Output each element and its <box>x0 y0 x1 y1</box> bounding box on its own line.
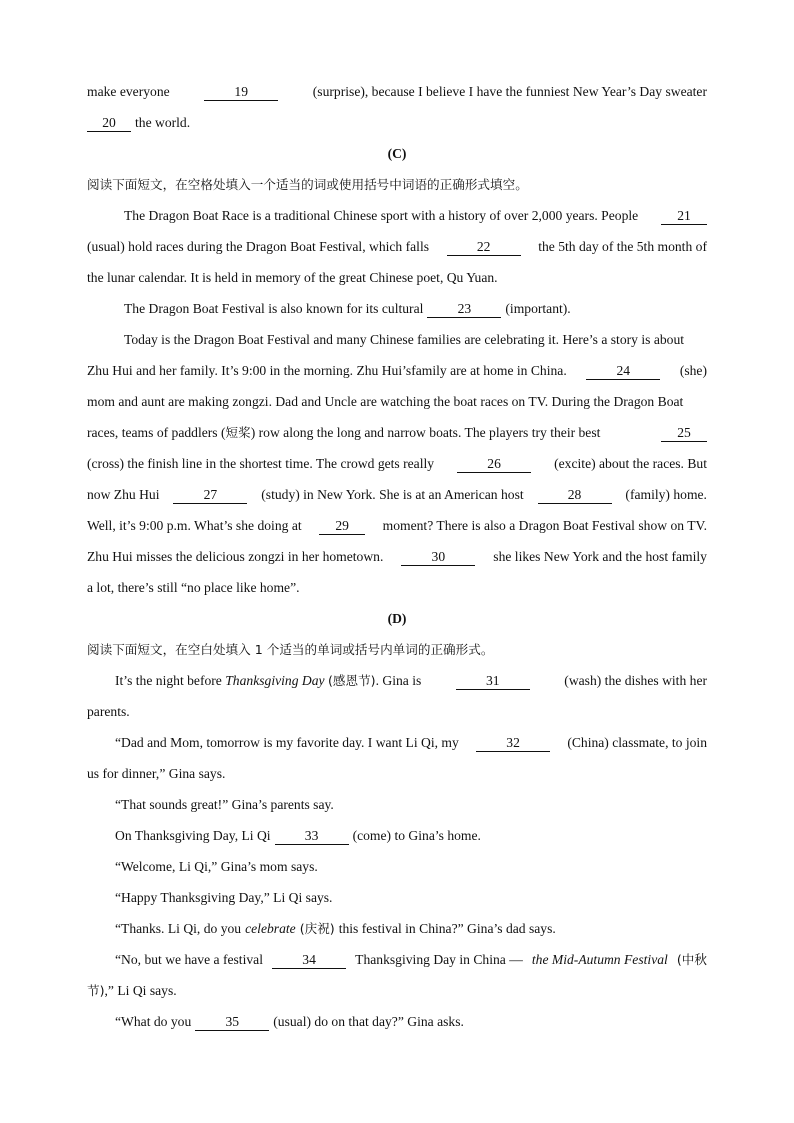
text: now Zhu Hui <box>87 487 160 502</box>
text: . Gina is <box>375 673 422 688</box>
text-group <box>115 669 421 693</box>
text: (cross) the finish line in the shortest time. The crowd gets really <box>87 456 435 471</box>
text-line <box>87 266 707 297</box>
blank-24[interactable]: 24 <box>586 363 660 380</box>
text-cn: (感恩节) <box>327 673 376 688</box>
text: “Happy Thanksgiving Day,” Li Qi says. <box>115 890 333 905</box>
text: (family) home. <box>625 487 707 502</box>
text: make everyone <box>87 84 170 99</box>
text: “That sounds great!” Gina’s parents say. <box>115 797 334 812</box>
text: she likes New York and the host family <box>493 549 707 564</box>
text: “Thanks. Li Qi, do you <box>115 921 242 936</box>
text-line <box>87 452 707 483</box>
text-line <box>87 514 707 545</box>
text-cn: 节) <box>87 983 105 998</box>
text: this festival in China?” Gina’s dad says. <box>338 921 556 936</box>
text-line <box>87 824 707 855</box>
text: On Thanksgiving Day, Li Qi <box>115 828 271 843</box>
text-italic: celebrate <box>245 921 296 936</box>
text: (usual) do on that day?” Gina asks. <box>273 1014 464 1029</box>
text: “Welcome, Li Qi,” Gina’s mom says. <box>115 859 318 874</box>
text-line <box>87 545 707 576</box>
text-line <box>87 979 707 1010</box>
text: Zhu Hui misses the delicious zongzi in her hometown. <box>87 549 384 564</box>
blank-27[interactable]: 27 <box>173 487 247 504</box>
blank-28[interactable]: 28 <box>538 487 612 504</box>
instruction-c: 阅读下面短文，在空格处填入一个适当的词或使用括号中词语的正确形式填空。 <box>87 177 528 192</box>
text: mom and aunt are making zongzi. Dad and Uncle are watching the boat races on TV. During the Dragon Boat <box>87 394 684 409</box>
text-line <box>87 235 707 266</box>
text: “Dad and Mom, tomorrow is my favorite day. I want Li Qi, my <box>115 735 459 750</box>
text-group <box>87 421 600 445</box>
blank-23[interactable]: 23 <box>427 301 501 318</box>
section-heading-c: (C) <box>387 146 407 161</box>
section-heading-d: (D) <box>387 611 407 626</box>
text: the 5th day of the 5th month of <box>538 239 707 254</box>
text-line <box>87 1010 707 1041</box>
text-cn: (庆祝) <box>299 921 335 936</box>
text: a lot, there’s still “no place like home”. <box>87 580 300 595</box>
text-line <box>87 111 707 142</box>
text: The Dragon Boat Festival is also known for its cultural <box>124 301 424 316</box>
text-italic: the Mid-Autumn Festival <box>531 952 668 967</box>
text-line <box>87 80 707 111</box>
text: Today is the Dragon Boat Festival and many Chinese families are celebrating it. Here’s a story is about <box>124 332 685 347</box>
blank-32[interactable]: 32 <box>476 735 550 752</box>
text-line <box>87 390 707 421</box>
text-line <box>87 483 707 514</box>
text-cn: 短桨 <box>225 425 251 440</box>
blank-31[interactable]: 31 <box>456 673 530 690</box>
text: moment? There is also a Dragon Boat Festival show on TV. <box>382 518 707 533</box>
text: (she) <box>679 363 707 378</box>
text: “No, but we have a festival <box>115 952 263 967</box>
blank-34[interactable]: 34 <box>272 952 346 969</box>
text-line <box>87 762 707 793</box>
instruction-d: 阅读下面短文，在空白处填入 1 个适当的单词或括号内单词的正确形式。 <box>87 642 494 657</box>
blank-21[interactable]: 21 <box>661 208 707 225</box>
text: (come) to Gina’s home. <box>352 828 481 843</box>
text-line <box>87 421 707 452</box>
text: ) row along the long and narrow boats. The players try their best <box>250 425 601 440</box>
text: (wash) the dishes with her <box>564 673 707 688</box>
text-group <box>87 979 177 1003</box>
blank-19[interactable]: 19 <box>204 84 278 101</box>
text: (China) classmate, to join <box>567 735 707 750</box>
text-line <box>87 948 707 979</box>
text: (excite) about the races. But <box>554 456 707 471</box>
text: It’s the night before <box>115 673 222 688</box>
text: The Dragon Boat Race is a traditional Chinese sport with a history of over 2,000 years. People <box>124 208 639 223</box>
text-line <box>87 886 707 917</box>
text: the world. <box>135 115 191 130</box>
blank-20[interactable]: 20 <box>87 115 131 132</box>
text-italic: Thanksgiving Day <box>225 673 325 688</box>
text: (surprise), because I believe I have the funniest New Year’s Day sweater <box>312 84 707 99</box>
blank-22[interactable]: 22 <box>447 239 521 256</box>
blank-33[interactable]: 33 <box>275 828 349 845</box>
text: ,” Li Qi says. <box>104 983 177 998</box>
text-line <box>87 204 707 235</box>
text: us for dinner,” Gina says. <box>87 766 226 781</box>
blank-26[interactable]: 26 <box>457 456 531 473</box>
text-line <box>87 359 707 390</box>
text: “What do you <box>115 1014 192 1029</box>
text: (important). <box>505 301 571 316</box>
worksheet-page <box>87 80 707 1041</box>
text-line <box>87 793 707 824</box>
text: Thanksgiving Day in China — <box>355 952 523 967</box>
blank-25[interactable]: 25 <box>661 425 707 442</box>
text-line <box>87 328 707 359</box>
blank-30[interactable]: 30 <box>401 549 475 566</box>
blank-35[interactable]: 35 <box>195 1014 269 1031</box>
text-cn: (中秋 <box>676 952 707 967</box>
text: Zhu Hui and her family. It’s 9:00 in the morning. Zhu Hui’sfamily are at home in China. <box>87 363 567 378</box>
blank-29[interactable]: 29 <box>319 518 365 535</box>
text-line <box>87 855 707 886</box>
text-line <box>87 731 707 762</box>
text-line <box>87 669 707 700</box>
text-line <box>87 576 707 607</box>
text: (usual) hold races during the Dragon Boat Festival, which falls <box>87 239 430 254</box>
text: Well, it’s 9:00 p.m. What’s she doing at <box>87 518 302 533</box>
text-line <box>87 700 707 731</box>
text: the lunar calendar. It is held in memory of the great Chinese poet, Qu Yuan. <box>87 270 498 285</box>
text: races, teams of paddlers ( <box>87 425 226 440</box>
text: (study) in New York. She is at an American host <box>261 487 524 502</box>
text: parents. <box>87 704 130 719</box>
text-line <box>87 297 707 328</box>
text-line <box>87 917 707 948</box>
